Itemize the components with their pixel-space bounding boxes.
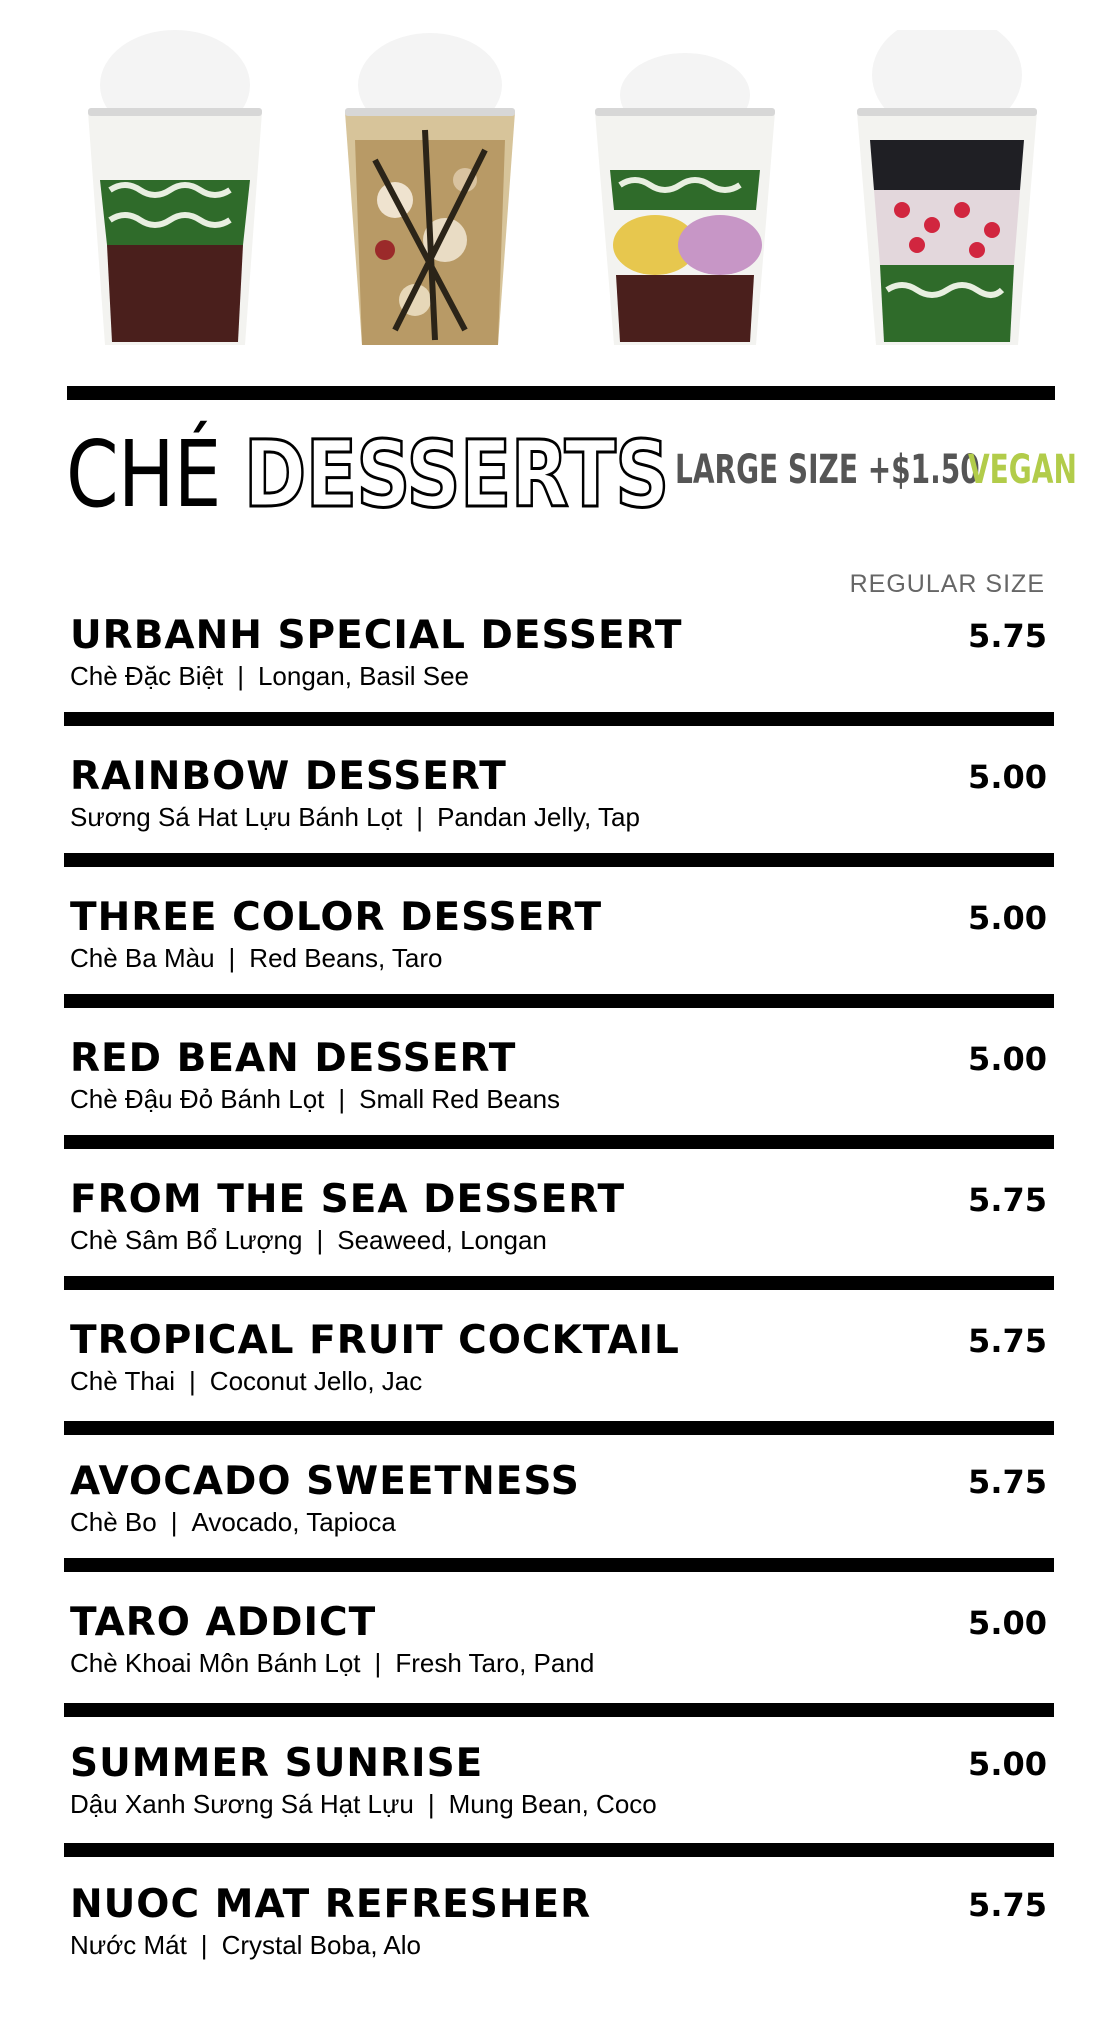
item-divider — [64, 1558, 1054, 1572]
item-name: RED BEAN DESSERT — [70, 1036, 517, 1081]
item-separator: | — [170, 1507, 178, 1537]
item-name: AVOCADO SWEETNESS — [70, 1459, 580, 1504]
item-price: 5.00 — [968, 1745, 1047, 1783]
three-color-cup-image — [590, 30, 780, 350]
menu-item — [0, 1881, 1117, 2021]
item-vietnamese-name: Chè Sâm Bổ Lượng — [70, 1225, 303, 1255]
item-price: 5.75 — [968, 1181, 1047, 1219]
menu-item — [0, 1317, 1117, 1457]
item-ingredients: Red Beans, Taro — [249, 943, 443, 973]
item-name: TROPICAL FRUIT COCKTAIL — [70, 1318, 680, 1363]
item-divider — [64, 1703, 1054, 1717]
item-separator: | — [374, 1648, 382, 1678]
item-separator: | — [416, 802, 424, 832]
menu-item — [0, 1740, 1117, 1880]
item-ingredients: Pandan Jelly, Tap — [437, 802, 640, 832]
item-separator: | — [427, 1789, 435, 1819]
item-divider — [64, 994, 1054, 1008]
item-divider — [64, 712, 1054, 726]
from-the-sea-cup-image — [335, 30, 525, 350]
menu-item — [0, 1176, 1117, 1316]
item-price: 5.75 — [968, 617, 1047, 655]
item-name: SUMMER SUNRISE — [70, 1741, 484, 1786]
item-vietnamese-name: Chè Bo — [70, 1507, 157, 1537]
item-separator: | — [237, 661, 244, 691]
item-price: 5.00 — [968, 1604, 1047, 1642]
item-description — [70, 942, 443, 974]
menu-item — [0, 612, 1117, 752]
dessert-cup-photos — [0, 0, 1117, 370]
item-vietnamese-name: Chè Khoai Môn Bánh Lọt — [70, 1648, 361, 1678]
item-description — [70, 1506, 396, 1538]
item-name: URBANH SPECIAL DESSERT — [70, 613, 683, 658]
urbanh-special-cup-image — [80, 30, 270, 350]
item-ingredients: Seaweed, Longan — [337, 1225, 547, 1255]
item-vietnamese-name: Chè Đậu Đỏ Bánh Lọt — [70, 1084, 325, 1114]
item-ingredients: Small Red Beans — [359, 1084, 561, 1114]
item-vietnamese-name: Chè Ba Màu — [70, 943, 215, 973]
item-separator: | — [189, 1366, 196, 1396]
menu-item — [0, 1599, 1117, 1739]
item-separator: | — [316, 1225, 324, 1255]
vegan-label: VEGAN — [968, 447, 1077, 493]
header-divider — [67, 386, 1055, 400]
item-ingredients: Fresh Taro, Pand — [395, 1648, 595, 1678]
item-vietnamese-name: Sương Sá Hat Lựu Bánh Lọt — [70, 802, 403, 832]
item-price: 5.00 — [968, 899, 1047, 937]
item-divider — [64, 853, 1054, 867]
item-vietnamese-name: Chè Đặc Biệt — [70, 661, 224, 691]
item-ingredients: Mung Bean, Coco — [448, 1789, 657, 1819]
item-name: RAINBOW DESSERT — [70, 754, 507, 799]
item-description — [70, 660, 469, 692]
menu-item — [0, 1458, 1117, 1598]
item-price: 5.00 — [968, 758, 1047, 796]
item-ingredients: Longan, Basil See — [257, 661, 469, 691]
menu-item — [0, 894, 1117, 1034]
item-description — [70, 1647, 594, 1679]
regular-size-label: REGULAR SIZE — [849, 570, 1045, 598]
item-ingredients: Coconut Jello, Jac — [209, 1366, 423, 1396]
item-vietnamese-name: Nước Mát — [70, 1930, 187, 1960]
item-name: FROM THE SEA DESSERT — [70, 1177, 626, 1222]
item-name: NUOC MAT REFRESHER — [70, 1882, 592, 1927]
item-divider — [64, 1421, 1054, 1435]
item-divider — [64, 1843, 1054, 1857]
menu-title-che: CHÉ — [66, 421, 221, 528]
item-name: THREE COLOR DESSERT — [70, 895, 603, 940]
item-ingredients: Crystal Boba, Alo — [221, 1930, 421, 1960]
item-price: 5.75 — [968, 1463, 1047, 1501]
item-name: TARO ADDICT — [70, 1600, 377, 1645]
item-description — [70, 1224, 547, 1256]
item-vietnamese-name: Dậu Xanh Sương Sá Hạt Lựu — [70, 1789, 414, 1819]
item-description — [70, 1365, 422, 1397]
item-separator: | — [228, 943, 236, 973]
item-price: 5.75 — [968, 1322, 1047, 1360]
item-description — [70, 1083, 560, 1115]
item-description — [70, 1788, 657, 1820]
menu-title-desserts: DESSERTS — [243, 421, 669, 528]
item-vietnamese-name: Chè Thai — [70, 1366, 176, 1396]
item-price: 5.75 — [968, 1886, 1047, 1924]
menu-item — [0, 753, 1117, 893]
item-description — [70, 1929, 421, 1961]
rainbow-cup-image — [852, 30, 1042, 350]
item-divider — [64, 1135, 1054, 1149]
item-ingredients: Avocado, Tapioca — [191, 1507, 396, 1537]
item-separator: | — [338, 1084, 346, 1114]
item-divider — [64, 1276, 1054, 1290]
large-size-note: LARGE SIZE +$1.50 — [675, 447, 980, 493]
item-separator: | — [200, 1930, 208, 1960]
item-description — [70, 801, 640, 833]
menu-item — [0, 1035, 1117, 1175]
item-price: 5.00 — [968, 1040, 1047, 1078]
menu-title — [66, 421, 669, 528]
